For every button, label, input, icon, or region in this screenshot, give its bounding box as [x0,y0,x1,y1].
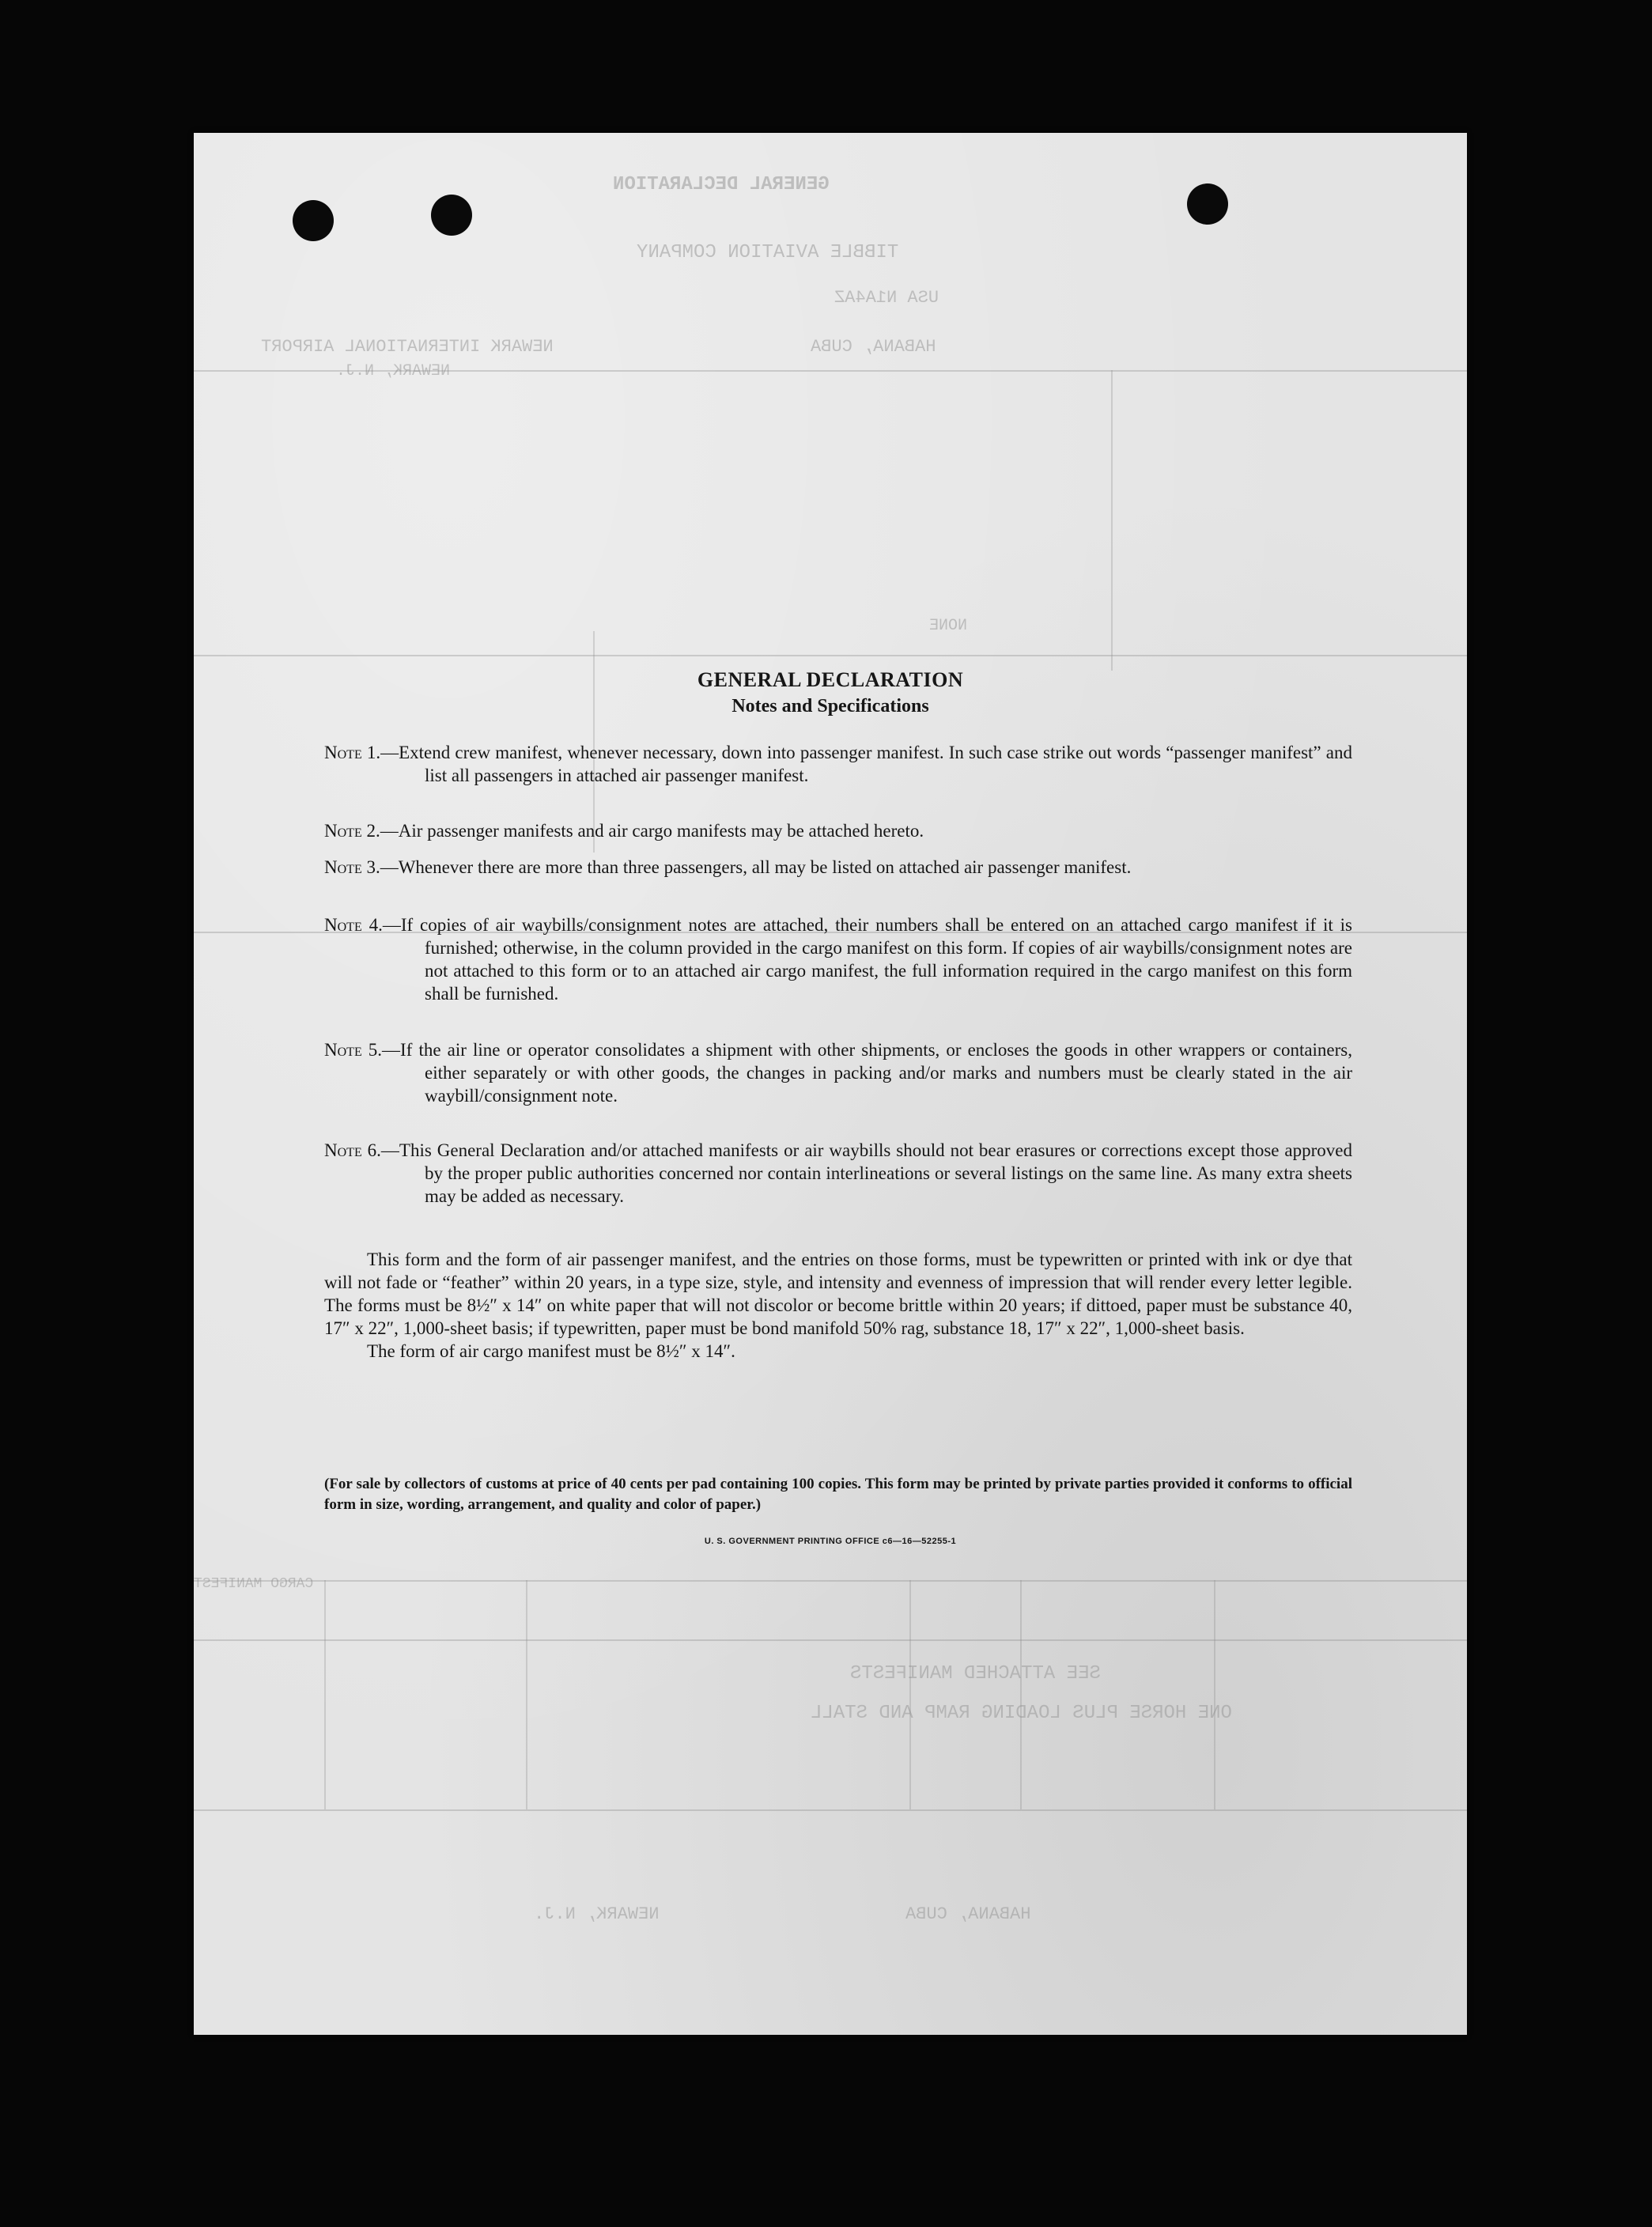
document-subtitle: Notes and Specifications [731,696,929,716]
paragraph-last-line: The form of air cargo manifest must be 8½″ x 14″. [367,1341,735,1361]
document-page [194,133,1467,2035]
note-text: —This General Declaration and/or attached manifests or air waybills should not bear erasures or corrections except those approved by the proper public authorities concerned nor contain interlineations or several listings on the same line. As many extra sheets may be added as necessary. [380,1140,1353,1206]
show-through-destination: NEWARK INTERNATIONAL AIRPORT [261,337,554,357]
form-requirements-paragraph [324,1248,1352,1363]
show-through-operator: TIBBLE AVIATION COMPANY [637,242,899,263]
note-label: Note 6. [324,1140,381,1160]
show-through-header: GENERAL DECLARATION [613,174,830,195]
note-1 [324,741,1352,787]
document-title: GENERAL DECLARATION [697,668,964,691]
show-through-destined: NEWARK, N.J. [534,1904,660,1924]
note-text: —Extend crew manifest, whenever necessary, down into passenger manifest. In such case strike out words “passenger manifest” and list all passengers in attached air passenger manifest. [380,743,1352,785]
note-text: —If the air line or operator consolidates a shipment with other shipments, or encloses the goods in other wrappers or containers, either separately or with other goods, the changes in packing and/or marks and numbers must be clearly stated in the air waybill/consignment note. [382,1040,1352,1106]
show-through-destination-city: NEWARK, N.J. [336,362,451,380]
show-through-embarked: HABANA, CUBA [905,1904,1031,1924]
note-5 [324,1038,1352,1107]
note-text: —If copies of air waybills/consignment notes are attached, their numbers shall be entered on an attached cargo manifest if it is furnished; otherwise, in the column provided in the cargo manifest on this form. If copies of air waybills/consignment notes are not attached to this form or to an attached air cargo manifest, the full information required in the cargo manifest on this form shall be furnished. [382,915,1352,1004]
note-label: Note 3. [324,857,380,877]
paragraph-text: This form and the form of air passenger manifest, and the entries on those forms, must be typewritten or printed with ink or dye that will not fade or “feather” within 20 years, in a type size, style, and intensity and evenness of impression that will render every letter legible. The forms must be 8½″ x 14″ on white paper that will not discolor or become brittle within 20 years; if dittoed, paper must be substance 40, 17″ x 22″, 1,000-sheet basis; if typewritten, paper must be bond manifold 50% rag, substance 18, 17″ x 22″, 1,000-sheet basis. [324,1250,1352,1338]
front-side-text [194,133,1467,2035]
show-through-cargo-line1: SEE ATTACHED MANIFESTS [850,1663,1101,1684]
show-through-cargo-line2: ONE HORSE PLUS LOADING RAMP AND STALL [811,1703,1232,1724]
note-4 [324,913,1352,1005]
note-text: —Whenever there are more than three passengers, all may be listed on attached air passenger manifest. [380,857,1132,877]
show-through-clearance: HABANA, CUBA [811,337,936,357]
note-label: Note 5. [324,1040,383,1060]
note-label: Note 2. [324,821,380,841]
sale-note: (For sale by collectors of customs at price of 40 cents per pad containing 100 copies. This form may be printed by private parties provided it conforms to official form in size, wording, arrangement, and quality and color of paper.) [324,1476,1352,1513]
show-through-passengers: NONE [929,617,968,635]
note-label: Note 1. [324,743,381,762]
show-through-aircraft: USA N1A4AZ [834,288,939,308]
note-6 [324,1139,1352,1208]
note-label: Note 4. [324,915,383,935]
note-2 [324,819,1352,842]
note-text: —Air passenger manifests and air cargo manifests may be attached hereto. [380,821,924,841]
printing-office-line: U. S. GOVERNMENT PRINTING OFFICE c6—16—52255-1 [704,1537,957,1546]
note-3 [324,856,1352,879]
show-through-cargo-manifest: CARGO MANIFEST [194,1576,314,1592]
